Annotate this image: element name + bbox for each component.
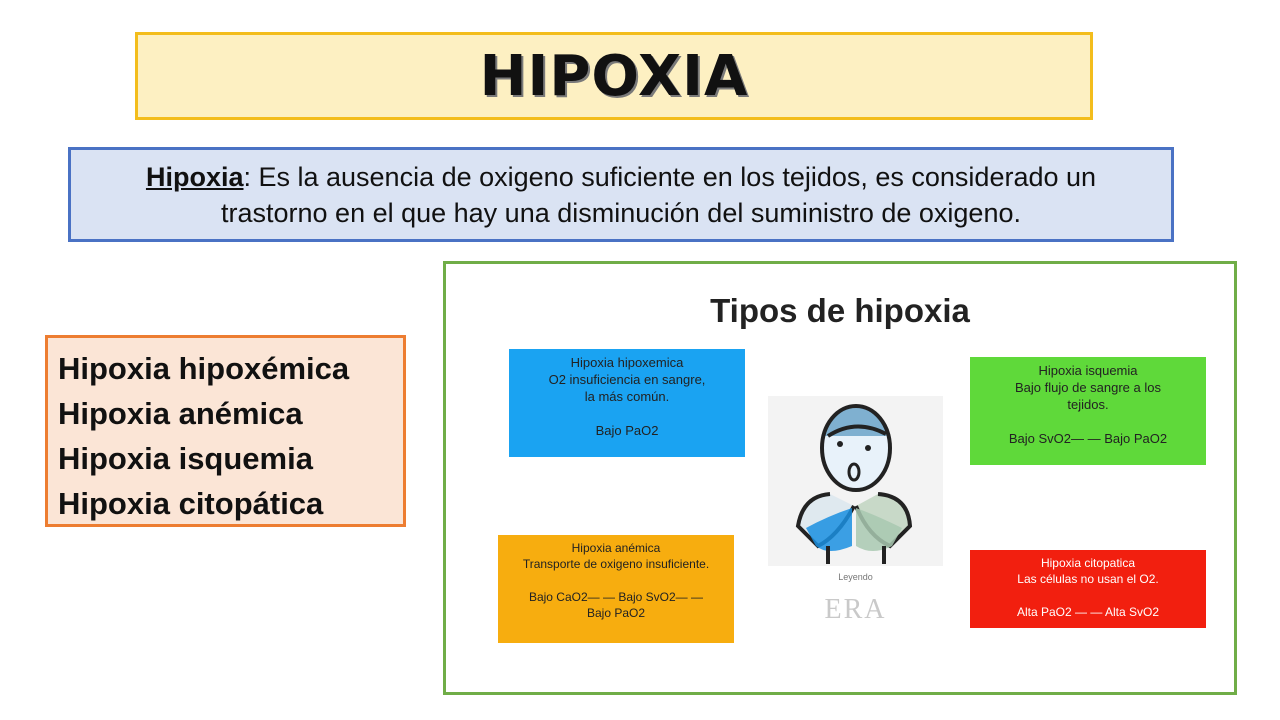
- card-text: la más común.: [584, 389, 670, 404]
- title-banner: [135, 32, 1093, 120]
- credit-text: Leyendo: [838, 572, 873, 582]
- card-text: Bajo SvO2— — Bajo PaO2: [1008, 431, 1168, 446]
- list-item: Hipoxia hipoxémica: [58, 351, 350, 386]
- definition-box: [68, 147, 1174, 242]
- list-item: Hipoxia anémica: [58, 396, 303, 431]
- card-text: Alta PaO2 — — Alta SvO2: [1016, 605, 1160, 619]
- definition-term: Hipoxia: [145, 161, 244, 192]
- definition-text: : Es la ausencia de oxigeno suficiente en los tejidos, es considerado un trastorno en el que hay una disminución del suministro de oxigeno.: [221, 161, 1097, 228]
- infographic-image: [443, 261, 1237, 695]
- card-heading: Hipoxia citopatica: [1040, 556, 1136, 570]
- person-illustration: [768, 396, 943, 566]
- card-citopatica: [970, 550, 1206, 628]
- card-anemica: [498, 535, 734, 643]
- list-item: Hipoxia citopática: [58, 486, 324, 521]
- list-item: Hipoxia isquemia: [58, 441, 313, 476]
- card-text: Bajo CaO2— — Bajo SvO2— —: [528, 590, 704, 604]
- types-list: [45, 335, 406, 527]
- card-heading: Hipoxia isquemia: [1038, 363, 1138, 378]
- card-text: Bajo flujo de sangre a los: [1015, 380, 1161, 395]
- card-text: tejidos.: [1067, 397, 1109, 412]
- page-title: HIPOXIA: [479, 43, 749, 109]
- card-isquemia: [970, 357, 1206, 465]
- infographic-title: Tipos de hipoxia: [710, 292, 970, 329]
- card-text: Transporte de oxigeno insuficiente.: [522, 557, 710, 571]
- hypoxia-person-icon: [768, 396, 943, 566]
- credit-logo: ERA: [824, 594, 887, 625]
- card-text: Bajo PaO2: [586, 606, 646, 620]
- card-hipoxemica: [509, 349, 745, 457]
- card-heading: Hipoxia anémica: [571, 541, 661, 555]
- card-heading: Hipoxia hipoxemica: [570, 355, 684, 370]
- card-text: Las células no usan el O2.: [1017, 572, 1159, 586]
- definition-paragraph: [101, 159, 1141, 231]
- card-text: O2 insuficiencia en sangre,: [548, 372, 706, 387]
- card-text: Bajo PaO2: [595, 423, 659, 438]
